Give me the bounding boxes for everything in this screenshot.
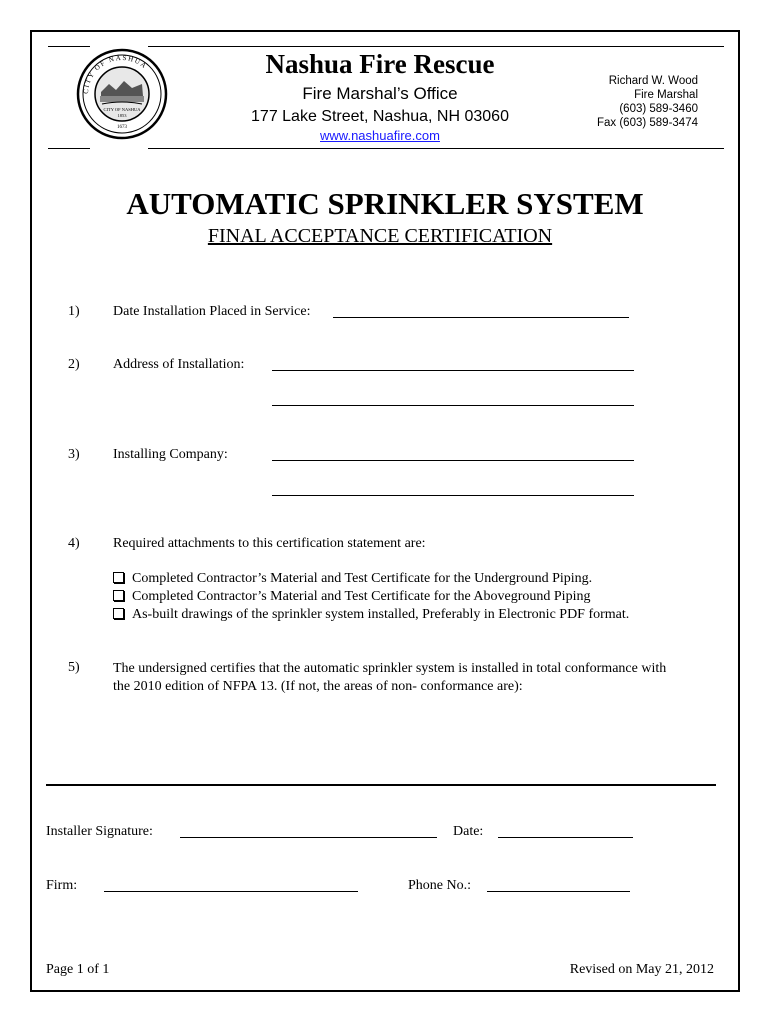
date-field[interactable] xyxy=(498,837,633,838)
phone-label: Phone No.: xyxy=(408,878,471,893)
installing-company-field-line-2[interactable] xyxy=(272,495,634,496)
revision-date: Revised on May 21, 2012 xyxy=(569,962,714,977)
contact-fax: Fax (603) 589-3474 xyxy=(596,117,698,129)
item-label-installing-company: Installing Company: xyxy=(113,447,228,462)
checkbox-icon[interactable] xyxy=(113,590,124,601)
svg-text:1853: 1853 xyxy=(117,113,127,118)
firm-field[interactable] xyxy=(104,891,358,892)
address-field-line-1[interactable] xyxy=(272,370,634,371)
website-link[interactable]: www.nashuafire.com xyxy=(320,128,440,143)
attachment-item: Completed Contractor’s Material and Test Certificate for the Aboveground Piping xyxy=(113,589,629,607)
svg-text:CITY OF NASHUA: CITY OF NASHUA xyxy=(103,107,141,112)
org-name: Nashua Fire Rescue xyxy=(265,49,495,79)
contact-name: Richard W. Wood xyxy=(608,75,698,87)
item-number-5: 5) xyxy=(68,660,80,675)
checkbox-icon[interactable] xyxy=(113,572,124,583)
attachment-item: Completed Contractor’s Material and Test Certificate for the Underground Piping. xyxy=(113,571,629,589)
item-label-date-in-service: Date Installation Placed in Service: xyxy=(113,304,311,319)
item-label-certification: The undersigned certifies that the automatic sprinkler system is installed in total conformance with the 2010 edition of NFPA 13. (If not, the areas of non- conformance are): xyxy=(113,661,667,694)
svg-text:CITY OF NASHUA: CITY OF NASHUA xyxy=(81,53,149,95)
page-number: Page 1 of 1 xyxy=(46,962,110,977)
installer-signature-label: Installer Signature: xyxy=(46,824,153,839)
contact-title: Fire Marshal xyxy=(634,89,698,101)
header-rule-left-top xyxy=(48,46,90,47)
item-number-2: 2) xyxy=(68,357,80,372)
svg-text:1673: 1673 xyxy=(117,125,127,130)
header-rule-bottom xyxy=(148,148,724,149)
address-field-line-2[interactable] xyxy=(272,405,634,406)
item-number-1: 1) xyxy=(68,304,80,319)
document-subtitle: FINAL ACCEPTANCE CERTIFICATION xyxy=(207,225,553,247)
date-label: Date: xyxy=(453,824,484,839)
contact-block xyxy=(597,74,698,130)
firm-label: Firm: xyxy=(46,878,78,893)
item-number-3: 3) xyxy=(68,447,80,462)
item-label-address: Address of Installation: xyxy=(113,357,245,372)
signature-separator xyxy=(46,784,716,786)
header-rule-top xyxy=(148,46,724,47)
document-title: AUTOMATIC SPRINKLER SYSTEM xyxy=(126,186,644,221)
phone-field[interactable] xyxy=(487,891,630,892)
office-address: 177 Lake Street, Nashua, NH 03060 xyxy=(251,108,509,125)
installer-signature-field[interactable] xyxy=(180,837,437,838)
city-seal-icon xyxy=(76,48,168,140)
installing-company-field-line-1[interactable] xyxy=(272,460,634,461)
date-in-service-field[interactable] xyxy=(333,317,629,318)
attachments-list xyxy=(113,571,629,625)
item-number-4: 4) xyxy=(68,536,80,551)
header-rule-left-bottom xyxy=(48,148,90,149)
checkbox-icon[interactable] xyxy=(113,608,124,619)
contact-phone: (603) 589-3460 xyxy=(619,103,698,115)
item-label-attachments: Required attachments to this certification statement are: xyxy=(113,536,426,551)
attachment-item: As-built drawings of the sprinkler system installed, Preferably in Electronic PDF format. xyxy=(113,607,629,625)
document-border xyxy=(30,30,740,992)
office-name: Fire Marshal’s Office xyxy=(302,84,458,103)
